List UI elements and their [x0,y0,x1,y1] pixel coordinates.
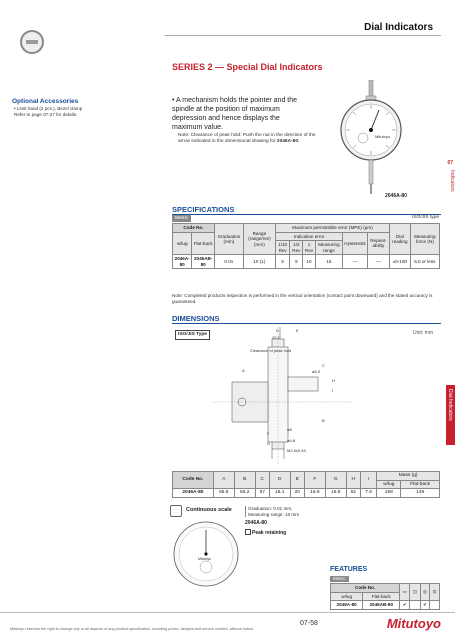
table-cell: 5.0 or less [410,255,439,269]
dimensions-heading: DIMENSIONS [172,314,220,323]
table-cell: 2046A-80 [173,489,214,498]
features-table [330,583,440,610]
table-cell: 65.2 [234,489,255,498]
dim-label-phi-6-5: ø6.5 [312,369,321,374]
dim-label-25-1: 25.1 [272,335,280,340]
flat-back-header: Flat-back [192,232,215,255]
table-cell [410,601,420,610]
features-code-header: Code No. [331,584,400,593]
feature-icon-4: ⊡ [430,584,440,601]
specifications-divider [172,214,441,215]
subsection-label: Dial Indicators [447,389,453,421]
clearance-note-model: 2046A-80. [276,139,300,144]
with-lug-header: w/lug [173,232,192,255]
table-cell: 15 [315,255,343,269]
figure-caption: 2046A-80 [385,193,407,199]
footer-disclaimer: Mitutoyo reserves the right to change any or all aspects of any product specification, including prices, designs and service content, without notice. [10,627,254,631]
table-cell: 7.6 [360,489,376,498]
col-f-header: F [304,472,325,489]
table-cell: 16.9 [304,489,325,498]
certification-badge-icon [20,30,44,54]
table-cell: 52 [346,489,360,498]
dimensions-table [172,471,440,498]
table-cell: 2046A-80 [331,601,363,610]
feature-icon-1: ▭ [400,584,410,601]
dim-label-m2: M2.5x0.45 [287,448,306,453]
dim-label-g: G [267,441,271,446]
table-cell: ✔ [400,601,410,610]
hysteresis-header: Hysteresis [343,232,367,255]
mass-with-lug-header: w/lug [377,480,401,489]
series-title: SERIES 2 — Special Dial Indicators [172,62,323,72]
section-tab[interactable] [443,160,455,220]
table-cell: — [343,255,367,269]
col-b-header: B [234,472,255,489]
section-label: Indicators [449,170,455,192]
dim-label-f: F [267,431,270,436]
svg-text:Mitutoyo: Mitutoyo [198,557,212,561]
table-cell: 10 (1) [243,255,275,269]
features-with-lug-header: w/lug [331,592,363,601]
measuring-range-header: Measuring range [315,241,343,255]
footer-divider [0,612,455,613]
col-g-header: G [325,472,346,489]
table-cell: — [367,255,389,269]
code-header: Code No. [173,472,214,489]
table-cell [430,601,440,610]
table-cell: 57 [255,489,269,498]
specifications-table [172,223,440,269]
measuring-force-header: Measuring force (N) [410,224,439,255]
table-row [173,489,440,498]
table-cell: 2046AB-80 [192,255,215,269]
code-header: Code No. [173,224,215,233]
table-cell: 158 [377,489,401,498]
features-heading: FEATURES [330,566,368,573]
dim-label-phi-4-8: ø4.8 [287,438,296,443]
table-cell: 19.8 [325,489,346,498]
range-header: Range (range/rev) (mm) [243,224,275,255]
measuring-range-text: Measuring range: 10 mm [248,511,300,517]
iso-type-note: ISO/JIS type [412,215,439,220]
svg-text:Mitutoyo: Mitutoyo [375,134,391,139]
specifications-heading: SPECIFICATIONS [172,205,235,214]
indication-error-header: Indication error [275,232,342,241]
dimensions-divider [172,323,441,324]
page-number: 07-58 [300,620,318,627]
col-c-header: C [255,472,269,489]
mass-header: Mass (g) [377,472,440,481]
dim-label-e: E [296,328,299,333]
continuous-scale-label: Continuous scale [186,507,232,513]
dim-label-clearance: Clearance of peak hold [250,348,292,353]
metric-tag: Metric [172,215,191,222]
dim-label-b: B [322,418,325,423]
col-e-header: E [290,472,304,489]
dim-label-c: C [322,363,325,368]
rev-1-10-header: 1/10 Rev [275,241,289,255]
dial-indicator-illustration [315,80,425,200]
table-cell: 10 [303,255,315,269]
table-cell: 55.8 [213,489,234,498]
table-cell: ✔ [420,601,430,610]
dim-label-a: A [242,368,245,373]
rev-1-header: 1 Rev [304,242,314,253]
table-cell: 20 [290,489,304,498]
peak-icon [245,529,251,535]
feature-bullet: • A mechanism holds the pointer and the spindle at the position of maximum depression and hence displays the maximum value. [172,97,298,131]
section-number: 07 [447,160,453,166]
optional-accessories-text: • Limit hand (2 pcs.), Bezel clamp Refer to page 07-27 for details. [14,106,83,117]
header-divider [165,35,441,36]
col-h-header: H [346,472,360,489]
rev-1-2-header: 1/2 Rev [290,241,303,255]
clearance-note-text: Note: Clearance of peak hold: Push the nut in the direction of the arrow indicated in the dimensional drawing for [178,133,316,144]
brand-logo: Mitutoyo [386,616,441,631]
table-cell: 2046AB-80 [363,601,400,610]
table-cell: 149 [401,489,440,498]
mass-flat-back-header: Flat-back [401,480,440,489]
col-a-header: A [213,472,234,489]
table-row [331,601,440,610]
repeatability-header: Repeat-ability [367,232,389,255]
dimensions-drawing [172,327,440,487]
graduation-text: Graduation: 0.01 mm, [248,506,293,511]
optional-accessories-heading: Optional Accessories [12,98,79,105]
clearance-note [178,133,328,145]
graduation-note [245,506,299,517]
page-title: Dial Indicators [364,22,433,33]
col-i-header: I [360,472,376,489]
table-cell: 9 [290,255,303,269]
page-header [0,0,455,56]
table-cell: ±0-100 [390,255,411,269]
iso-type-box: ISO/JIS Type [175,330,210,340]
table-cell: 0.01 [215,255,244,269]
feature-icon-3: ◎ [420,584,430,601]
model-label: 2046A-80 [245,520,267,526]
dim-label-phi8: ø8 [287,427,292,432]
mpe-header: Maximum permissible error (MPE) (μm) [275,224,389,233]
table-cell: 5 [275,255,289,269]
table-row [173,255,440,269]
features-metric-tag: Metric [330,576,349,582]
features-flat-back-header: Flat-back [363,592,400,601]
peak-retaining-label [245,529,286,536]
dial-face-illustration [172,520,240,588]
dim-label-d: D [276,328,279,333]
table-cell: 18.1 [269,489,290,498]
dial-reading-header: Dial reading [390,224,411,255]
peak-retaining-text: Peak retaining [252,530,287,536]
feature-icon-2: ◫ [410,584,420,601]
dim-label-i: I [332,388,334,393]
inspection-note: Note: Completed products inspection is performed in the vertical orientation (contact point downward) and the stated accuracy is guaranteed. [172,293,433,304]
graduation-header: Graduation (mm) [215,224,244,255]
table-cell: 2046A-80 [173,255,192,269]
unit-label: Unit: mm [413,330,433,336]
subsection-tab[interactable] [446,385,455,445]
dim-label-h: H [332,378,335,383]
dial-face-icon [170,505,182,517]
col-d-header: D [269,472,290,489]
